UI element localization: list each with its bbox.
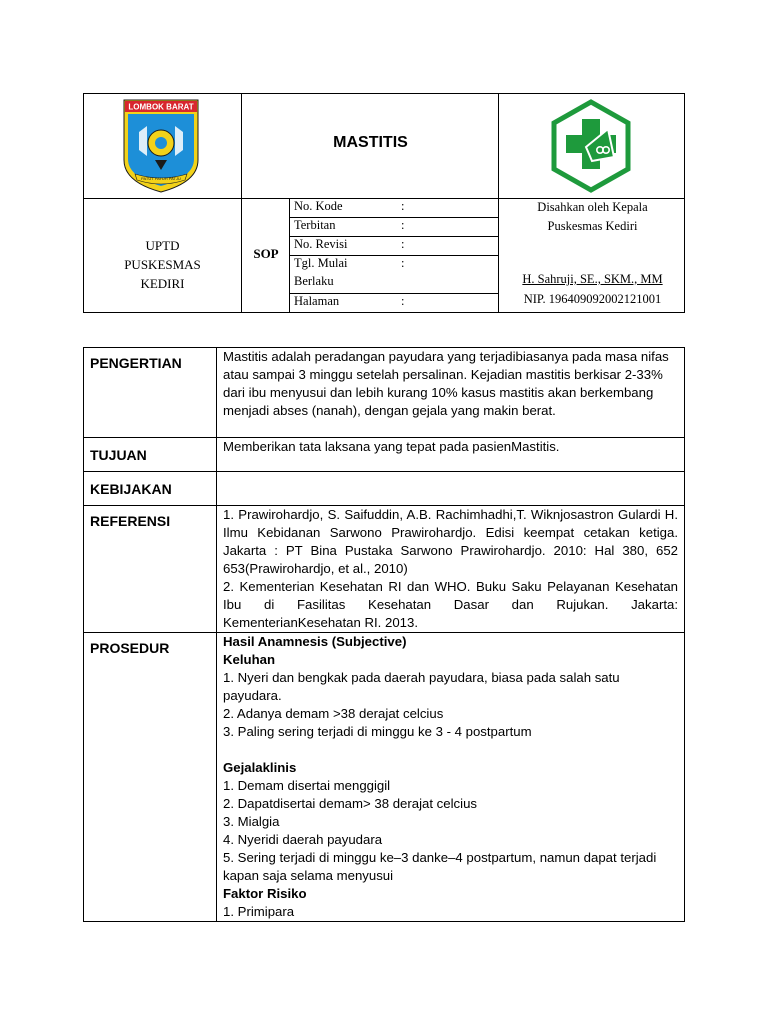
- signer-name: H. Sahruji, SE., SKM., MM: [522, 272, 663, 286]
- org-line: KEDIRI: [140, 276, 185, 291]
- approval-line: Disahkan oleh Kepala: [537, 200, 648, 214]
- signer-nip: NIP. 196409092002121001: [523, 292, 662, 306]
- sop-content-table: [83, 347, 685, 922]
- row-tujuan: [84, 438, 685, 472]
- field-label-tgl-mulai: Tgl. Mulai: [294, 256, 348, 270]
- field-colon: :: [401, 237, 405, 251]
- row-prosedur: [84, 633, 685, 922]
- row-content: Mastitis adalah peradangan payudara yang terjadibiasanya pada masa nifas atau sampai 3 minggu setelah persalinan. Kejadian mastitis berkisar 2-33% dari ibu menyusui dan lebih kurang 10% kasus mastitis akan berkembang menjadi abses (nanah), dengan gejala yang makin berat.: [217, 348, 685, 438]
- subsection-heading: Faktor Risiko: [223, 886, 307, 901]
- list-item: 1. Nyeri dan bengkak pada daerah payudara, biasa pada salah satu payudara.: [223, 670, 620, 703]
- row-label: TUJUAN: [84, 438, 217, 472]
- list-item: 4. Nyeridi daerah payudara: [223, 832, 383, 847]
- list-item: 5. Sering terjadi di minggu ke–3 danke–4 postpartum, namun dapat terjadi kapan saja selama menyusui: [223, 850, 657, 883]
- sop-label: SOP: [253, 246, 279, 261]
- row-label: PENGERTIAN: [84, 348, 217, 438]
- row-label: REFERENSI: [84, 506, 217, 633]
- row-content: [217, 472, 685, 506]
- field-label-berlaku: Berlaku: [294, 274, 334, 288]
- field-label-halaman: Halaman: [294, 294, 340, 308]
- section-heading: Hasil Anamnesis (Subjective): [223, 634, 407, 649]
- spacer: [223, 741, 678, 759]
- field-colon: :: [401, 218, 405, 232]
- reference-item: 1. Prawirohardjo, S. Saifuddin, A.B. Rachimhadhi,T. Wiknjosastron Gulardi H. Ilmu Kebidanan Sarwono Prawirohardjo. Edisi keempat cetakan ketiga. Jakarta : PT Bina Pustaka Sarwono Prawirohardjo. 2010: Hal 380, 652 653(Prawirohardjo, et al., 2010): [223, 507, 678, 576]
- row-label: KEBIJAKAN: [84, 472, 217, 506]
- list-item: 2. Adanya demam >38 derajat celcius: [223, 706, 444, 721]
- approval-line: Puskesmas Kediri: [547, 219, 638, 233]
- lombok-barat-emblem-icon: [121, 98, 201, 194]
- row-label: PROSEDUR: [84, 633, 217, 922]
- org-line: UPTD: [145, 238, 180, 253]
- reference-item: 2. Kementerian Kesehatan RI dan WHO. Buku Saku Pelayanan Kesehatan Ibu di Fasilitas Kesehatan Dasar dan Rujukan. Jakarta: KementerianKesehatan RI. 2013.: [223, 579, 678, 630]
- document-title: MASTITIS: [333, 134, 408, 151]
- list-item: 3. Paling sering terjadi di minggu ke 3 - 4 postpartum: [223, 724, 532, 739]
- field-label-terbitan: Terbitan: [294, 218, 336, 232]
- row-content: [217, 633, 685, 922]
- row-pengertian: [84, 348, 685, 438]
- approval-text: [499, 198, 686, 236]
- field-colon: :: [401, 199, 405, 213]
- svg-text:LOMBOK BARAT: LOMBOK BARAT: [128, 102, 194, 112]
- sop-header: [83, 93, 685, 313]
- subsection-heading: Gejalaklinis: [223, 760, 297, 775]
- field-colon: :: [401, 256, 405, 270]
- divider: [241, 94, 242, 312]
- organization-name: [84, 236, 241, 293]
- list-item: 1. Demam disertai menggigil: [223, 778, 391, 793]
- row-content: Memberikan tata laksana yang tepat pada pasienMastitis.: [217, 438, 685, 472]
- subsection-heading: Keluhan: [223, 652, 276, 667]
- list-item: 3. Mialgia: [223, 814, 280, 829]
- field-colon: :: [401, 294, 405, 308]
- field-label-no-revisi: No. Revisi: [294, 237, 348, 251]
- list-item: 2. Dapatdisertai demam> 38 derajat celcius: [223, 796, 477, 811]
- list-item: 1. Primipara: [223, 904, 295, 919]
- puskesmas-logo-icon: [550, 99, 632, 194]
- row-kebijakan: [84, 472, 685, 506]
- row-content: [217, 506, 685, 633]
- org-line: PUSKESMAS: [124, 257, 201, 272]
- field-label-no-kode: No. Kode: [294, 199, 343, 213]
- svg-text:PATUT PATUH PATJU: PATUT PATUH PATJU: [141, 176, 181, 181]
- row-referensi: [84, 506, 685, 633]
